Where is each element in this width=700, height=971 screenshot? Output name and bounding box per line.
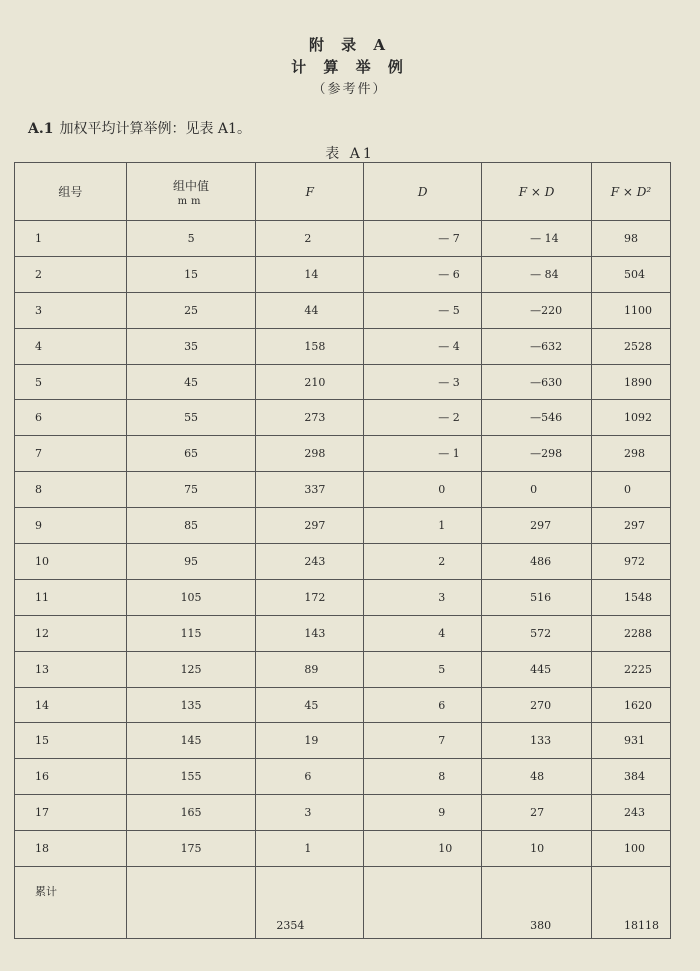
cell-fd2: 297 [592, 508, 671, 544]
col-group: 组号 [15, 163, 127, 221]
cell-fd: 486 [482, 544, 592, 580]
total-label: 累计 [15, 867, 127, 939]
cell-group: 11 [15, 579, 127, 615]
cell-fd2: 98 [592, 221, 671, 257]
cell-d: 0 [364, 472, 482, 508]
table-row [15, 292, 671, 328]
cell-group: 5 [15, 364, 127, 400]
section-a1 [28, 118, 251, 138]
cell-fd: —298 [482, 436, 592, 472]
table-header-row [15, 163, 671, 221]
cell-fd2: 0 [592, 472, 671, 508]
cell-f: 158 [256, 328, 364, 364]
cell-mid: 125 [126, 651, 256, 687]
cell-mid: 165 [126, 795, 256, 831]
cell-d: 7 [364, 723, 482, 759]
cell-fd2: 298 [592, 436, 671, 472]
cell-f: 2 [256, 221, 364, 257]
table-row [15, 436, 671, 472]
calc-table [14, 162, 671, 939]
cell-fd: — 84 [482, 256, 592, 292]
cell-fd: —632 [482, 328, 592, 364]
cell-d: 9 [364, 795, 482, 831]
col-d [364, 163, 482, 221]
cell-mid: 45 [126, 364, 256, 400]
table-row [15, 615, 671, 651]
cell-group: 6 [15, 400, 127, 436]
cell-fd2: 1890 [592, 364, 671, 400]
col-mid-label: 组中值 [173, 178, 210, 193]
cell-f: 14 [256, 256, 364, 292]
cell-mid: 85 [126, 508, 256, 544]
total-f: 2354 [256, 867, 364, 939]
table-total-row [15, 867, 671, 939]
cell-fd2: 1548 [592, 579, 671, 615]
cell-f: 297 [256, 508, 364, 544]
cell-mid: 175 [126, 831, 256, 867]
cell-mid: 155 [126, 759, 256, 795]
cell-group: 9 [15, 508, 127, 544]
cell-fd: —220 [482, 292, 592, 328]
cell-d: — 4 [364, 328, 482, 364]
table-row [15, 256, 671, 292]
cell-mid: 55 [126, 400, 256, 436]
cell-fd: 516 [482, 579, 592, 615]
cell-f: 243 [256, 544, 364, 580]
cell-group: 10 [15, 544, 127, 580]
table-row [15, 795, 671, 831]
cell-f: 172 [256, 579, 364, 615]
table-row [15, 400, 671, 436]
cell-fd2: 504 [592, 256, 671, 292]
cell-fd: 0 [482, 472, 592, 508]
table-row [15, 472, 671, 508]
cell-mid: 25 [126, 292, 256, 328]
col-fd2-label: F × D² [610, 184, 652, 199]
col-f [256, 163, 364, 221]
table-row [15, 364, 671, 400]
cell-group: 7 [15, 436, 127, 472]
table-row [15, 221, 671, 257]
cell-fd: —630 [482, 364, 592, 400]
cell-fd: 27 [482, 795, 592, 831]
cell-f: 44 [256, 292, 364, 328]
show-through-text [0, 6, 700, 23]
cell-d: 1 [364, 508, 482, 544]
cell-fd2: 1620 [592, 687, 671, 723]
cell-fd: 572 [482, 615, 592, 651]
cell-group: 1 [15, 221, 127, 257]
section-number: A.1 [28, 121, 54, 137]
total-d [364, 867, 482, 939]
col-f-label: F [305, 184, 314, 199]
col-fd-label: F × D [518, 184, 555, 199]
cell-f: 45 [256, 687, 364, 723]
cell-group: 3 [15, 292, 127, 328]
cell-d: — 2 [364, 400, 482, 436]
cell-group: 8 [15, 472, 127, 508]
cell-mid: 145 [126, 723, 256, 759]
cell-group: 15 [15, 723, 127, 759]
appendix-heading: 附 录 A [308, 36, 392, 54]
table-row [15, 831, 671, 867]
cell-fd: 48 [482, 759, 592, 795]
cell-f: 143 [256, 615, 364, 651]
cell-group: 13 [15, 651, 127, 687]
cell-group: 12 [15, 615, 127, 651]
cell-fd2: 1092 [592, 400, 671, 436]
cell-d: — 7 [364, 221, 482, 257]
cell-d: 8 [364, 759, 482, 795]
table-body [15, 221, 671, 867]
cell-fd: — 14 [482, 221, 592, 257]
cell-mid: 15 [126, 256, 256, 292]
cell-mid: 105 [126, 579, 256, 615]
cell-f: 273 [256, 400, 364, 436]
col-fd [482, 163, 592, 221]
cell-fd2: 2225 [592, 651, 671, 687]
cell-d: — 3 [364, 364, 482, 400]
cell-mid: 65 [126, 436, 256, 472]
cell-group: 2 [15, 256, 127, 292]
cell-group: 4 [15, 328, 127, 364]
cell-d: 2 [364, 544, 482, 580]
cell-fd2: 2288 [592, 615, 671, 651]
cell-f: 19 [256, 723, 364, 759]
col-mid-unit: mm [177, 195, 205, 207]
cell-mid: 115 [126, 615, 256, 651]
cell-f: 6 [256, 759, 364, 795]
col-mid [126, 163, 256, 221]
cell-group: 14 [15, 687, 127, 723]
table-row [15, 759, 671, 795]
table-row [15, 651, 671, 687]
cell-d: 3 [364, 579, 482, 615]
table-row [15, 687, 671, 723]
table-row [15, 328, 671, 364]
cell-fd2: 2528 [592, 328, 671, 364]
cell-fd: 297 [482, 508, 592, 544]
table-row [15, 579, 671, 615]
cell-fd: 133 [482, 723, 592, 759]
cell-fd2: 243 [592, 795, 671, 831]
cell-group: 17 [15, 795, 127, 831]
cell-mid: 5 [126, 221, 256, 257]
page-subtitle: （参考件） [312, 82, 388, 97]
table-row [15, 544, 671, 580]
col-d-label: D [417, 184, 428, 199]
cell-group: 18 [15, 831, 127, 867]
table-row [15, 723, 671, 759]
cell-d: 6 [364, 687, 482, 723]
cell-group: 16 [15, 759, 127, 795]
cell-d: — 6 [364, 256, 482, 292]
cell-mid: 75 [126, 472, 256, 508]
table-caption: 表 A1 [325, 146, 375, 162]
total-fd2: 18118 [592, 867, 671, 939]
page-title: 计 算 举 例 [291, 58, 409, 76]
cell-fd2: 972 [592, 544, 671, 580]
cell-d: 5 [364, 651, 482, 687]
total-fd: 380 [482, 867, 592, 939]
cell-mid: 135 [126, 687, 256, 723]
cell-d: 10 [364, 831, 482, 867]
section-text: 加权平均计算举例：见表 A1。 [59, 121, 251, 137]
table-row [15, 508, 671, 544]
cell-f: 1 [256, 831, 364, 867]
cell-fd2: 931 [592, 723, 671, 759]
cell-mid: 95 [126, 544, 256, 580]
cell-f: 298 [256, 436, 364, 472]
cell-f: 3 [256, 795, 364, 831]
cell-mid: 35 [126, 328, 256, 364]
cell-f: 210 [256, 364, 364, 400]
cell-fd: 10 [482, 831, 592, 867]
cell-fd: 445 [482, 651, 592, 687]
cell-d: 4 [364, 615, 482, 651]
cell-fd2: 384 [592, 759, 671, 795]
cell-d: — 1 [364, 436, 482, 472]
cell-fd2: 1100 [592, 292, 671, 328]
cell-fd2: 100 [592, 831, 671, 867]
cell-fd: 270 [482, 687, 592, 723]
total-mid [126, 867, 256, 939]
cell-d: — 5 [364, 292, 482, 328]
cell-fd: —546 [482, 400, 592, 436]
cell-f: 89 [256, 651, 364, 687]
cell-f: 337 [256, 472, 364, 508]
col-fd2 [592, 163, 671, 221]
